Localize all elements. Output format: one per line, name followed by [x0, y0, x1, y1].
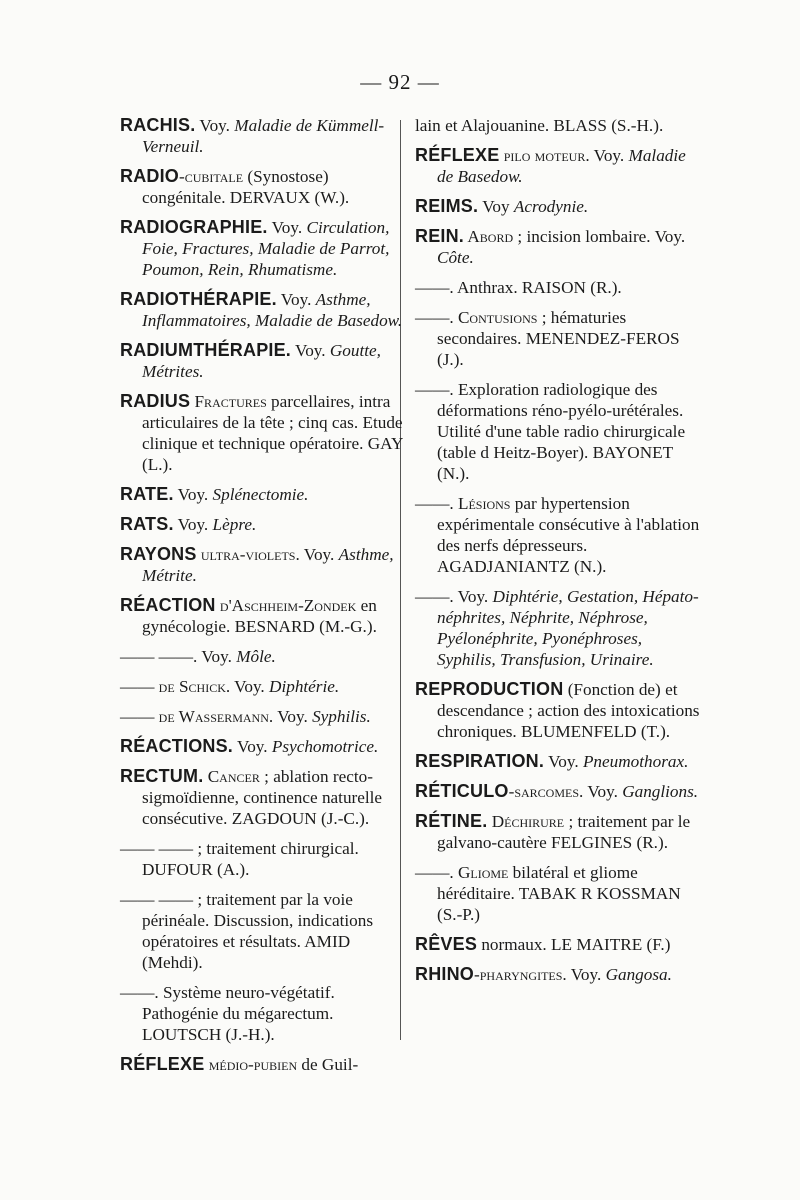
- entry-hw: RATE.: [120, 484, 174, 504]
- entry-hw: RÉTICULO: [415, 781, 509, 801]
- entry-text: Voy: [478, 197, 514, 216]
- entry-sc: Lésions: [457, 494, 511, 513]
- entry-sc: -sarcomes.: [508, 782, 584, 801]
- entry-hw: RACHIS.: [120, 115, 196, 135]
- entry-text: Voy.: [589, 146, 629, 165]
- page-number: — 92 —: [360, 70, 440, 94]
- entry-hw: RÉACTION: [120, 595, 216, 615]
- index-entry: [415, 811, 705, 853]
- entry-post: Voy.: [230, 677, 270, 696]
- index-entry: [120, 838, 410, 880]
- entry-sc: Contusions: [457, 308, 538, 327]
- entry-text: Voy.: [173, 515, 213, 534]
- entry-text: Voy.: [173, 485, 213, 504]
- entry-sc: ultra-violets.: [196, 545, 300, 564]
- index-entry: [120, 676, 410, 697]
- left-column: [120, 115, 410, 1084]
- entry-it: Lèpre.: [212, 515, 257, 534]
- entry-text: ——: [120, 677, 159, 696]
- index-entry: [120, 514, 410, 535]
- entry-hw: RADIUS: [120, 391, 191, 411]
- index-entry: [415, 115, 705, 136]
- index-entry: [120, 706, 410, 727]
- entry-sc: de Wassermann.: [158, 707, 274, 726]
- entry-hw: RECTUM.: [120, 766, 204, 786]
- entry-hw: RÉTINE.: [415, 811, 488, 831]
- entry-sc: -cubitale: [179, 167, 244, 186]
- entry-hw: RAYONS: [120, 544, 197, 564]
- entry-hw: RADIUMTHÉRAPIE.: [120, 340, 292, 360]
- entry-text: (Fonction de) et descendance ; action des intoxications chroniques. BLUMENFELD (T.).: [437, 680, 700, 741]
- entry-text: ; ablation recto-sigmoïdienne, continence naturelle consécutive. ZAGDOUN (J.-C.).: [142, 767, 383, 828]
- entry-text: Voy.: [566, 965, 606, 984]
- entry-it: Asthme, Métrite.: [142, 545, 394, 585]
- index-entry: [120, 889, 410, 973]
- entry-it2: Syphilis.: [312, 707, 371, 726]
- index-entry: [415, 586, 705, 670]
- index-entry: [120, 391, 410, 475]
- index-entry: [415, 493, 705, 577]
- entry-text: ——.: [415, 494, 458, 513]
- index-entry: [415, 679, 705, 742]
- entry-text: Voy.: [233, 737, 272, 756]
- index-entry: [120, 115, 410, 157]
- entry-it: Psychomotrice.: [271, 737, 379, 756]
- entry-text: Voy.: [276, 290, 316, 309]
- entry-text: de Guil-: [297, 1055, 359, 1074]
- index-entry: [415, 226, 705, 268]
- index-entry: [415, 751, 705, 772]
- entry-text: ; traitement par le galvano-cautère FELGINES (R.).: [437, 812, 691, 852]
- entry-hw: RADIOTHÉRAPIE.: [120, 289, 277, 309]
- entry-text: —— —— ; traitement chirurgical. DUFOUR (A.).: [120, 839, 359, 879]
- right-column: [415, 115, 705, 994]
- entry-text: ; incision lombaire. Voy.: [513, 227, 686, 246]
- entry-hw: RESPIRATION.: [415, 751, 545, 771]
- entry-hw: RÉFLEXE: [415, 145, 500, 165]
- entry-text: ——. Anthrax. RAISON (R.).: [415, 278, 622, 297]
- index-entry: [120, 340, 410, 382]
- entry-sc: -pharyngites.: [474, 965, 567, 984]
- entry-hw: REPRODUCTION: [415, 679, 564, 699]
- entry-it: Circulation, Foie, Fractures, Maladie de Parrot, Poumon, Rein, Rhumatisme.: [142, 218, 390, 279]
- entry-text: ——. Exploration radiologique des déformations réno-pyélo-urétérales. Utilité d'une table radio chirurgicale (table d Heitz-Boyer). BAYONET (N.).: [415, 380, 686, 483]
- entry-text: ——: [120, 707, 159, 726]
- entry-it: Diphtérie, Gestation, Hépato-néphrites, Néphrite, Néphrose, Pyélonéphrite, Pyonéphroses, Syphilis, Transfusion, Urinaire.: [437, 587, 699, 669]
- index-entry: [120, 766, 410, 829]
- index-entry: [120, 1054, 410, 1075]
- entry-hw: RÊVES: [415, 934, 478, 954]
- index-entry: [120, 595, 410, 637]
- entry-text: normaux. LE MAITRE (F.): [477, 935, 671, 954]
- entry-post: Voy.: [273, 707, 313, 726]
- entry-it2: Diphtérie.: [269, 677, 340, 696]
- entry-it: Môle.: [236, 647, 276, 666]
- entry-hw: RÉFLEXE: [120, 1054, 205, 1074]
- index-entry: [120, 982, 410, 1045]
- entry-text: parcellaires, intra articulaires de la tête ; cinq cas. Etude clinique et technique opératoire. GAY (L.).: [142, 392, 403, 474]
- entry-it: Maladie de Kümmell-Verneuil.: [142, 116, 385, 156]
- entry-post: ; hématuries secondaires. MENENDEZ-FEROS (J.).: [437, 308, 680, 369]
- entry-sc: Déchirure: [487, 812, 565, 831]
- index-entry: [120, 166, 410, 208]
- entry-text: Voy.: [583, 782, 623, 801]
- entry-sc: Fractures: [190, 392, 267, 411]
- entry-text: (Synostose) congénitale. DERVAUX (W.).: [142, 167, 350, 207]
- entry-text: —— ——. Voy.: [120, 647, 237, 666]
- entry-it: Goutte, Métrites.: [142, 341, 381, 381]
- index-entry: [415, 862, 705, 925]
- entry-it: Ganglions.: [622, 782, 699, 801]
- index-entry: [120, 289, 410, 331]
- entry-sc: de Schick.: [158, 677, 231, 696]
- entry-hw: RHINO: [415, 964, 474, 984]
- entry-it: Pneumothorax.: [582, 752, 689, 771]
- entry-it: Splénectomie.: [212, 485, 309, 504]
- entry-text: —— —— ; traitement par la voie périnéale. Discussion, indications opératoires et résultats. AMID (Mehdi).: [120, 890, 374, 972]
- index-entry: [415, 145, 705, 187]
- entry-text: Voy.: [544, 752, 583, 771]
- entry-text: ——.: [415, 308, 458, 327]
- entry-text: ——. Voy.: [415, 587, 493, 606]
- entry-sc: pilo moteur.: [499, 146, 590, 165]
- entry-hw: REIMS.: [415, 196, 479, 216]
- entry-text: en gynécologie. BESNARD (M.-G.).: [142, 596, 377, 636]
- index-entry: [415, 934, 705, 955]
- entry-post: bilatéral et gliome héréditaire. TABAK R KOSSMAN (S.-P.): [437, 863, 681, 924]
- entry-sc: Gliome: [457, 863, 509, 882]
- index-entry: [415, 781, 705, 802]
- entry-text: Voy.: [291, 341, 330, 360]
- entry-hw: REIN.: [415, 226, 465, 246]
- entry-it: Acrodynie.: [513, 197, 589, 216]
- entry-it: Gangosa.: [605, 965, 672, 984]
- entry-hw: RÉACTIONS.: [120, 736, 234, 756]
- entry-text: Voy.: [299, 545, 339, 564]
- entry-it: Côte.: [437, 248, 474, 267]
- entry-it: Asthme, Inflammatoires, Maladie de Basedow.: [142, 290, 403, 330]
- entry-sc: Abord: [464, 227, 514, 246]
- entry-sc: Cancer: [203, 767, 260, 786]
- index-entry: [120, 736, 410, 757]
- entry-hw: RADIOGRAPHIE.: [120, 217, 268, 237]
- index-entry: [415, 964, 705, 985]
- entry-text: Voy.: [195, 116, 235, 135]
- entry-hw: RATS.: [120, 514, 174, 534]
- index-entry: [415, 379, 705, 484]
- entry-sc: médio-pubien: [204, 1055, 298, 1074]
- entry-post: par hypertension expérimentale consécutive à l'ablation des nerfs dépresseurs. AGADJANIANTZ (N.).: [437, 494, 700, 576]
- index-entry: [120, 544, 410, 586]
- index-entry: [415, 277, 705, 298]
- entry-text: ——. Système neuro-végétatif. Pathogénie du mégarectum. LOUTSCH (J.-H.).: [120, 983, 335, 1044]
- index-entry: [415, 307, 705, 370]
- index-entry: [120, 217, 410, 280]
- index-entry: [415, 196, 705, 217]
- entry-text: lain et Alajouanine. BLASS (S.-H.).: [415, 116, 664, 135]
- index-entry: [120, 484, 410, 505]
- entry-sc: d'Aschheim-Zondek: [215, 596, 357, 615]
- entry-text: Voy.: [267, 218, 307, 237]
- entry-text: ——.: [415, 863, 458, 882]
- entry-hw: RADIO: [120, 166, 179, 186]
- index-entry: [120, 646, 410, 667]
- entry-it: Maladie de Basedow.: [437, 146, 686, 186]
